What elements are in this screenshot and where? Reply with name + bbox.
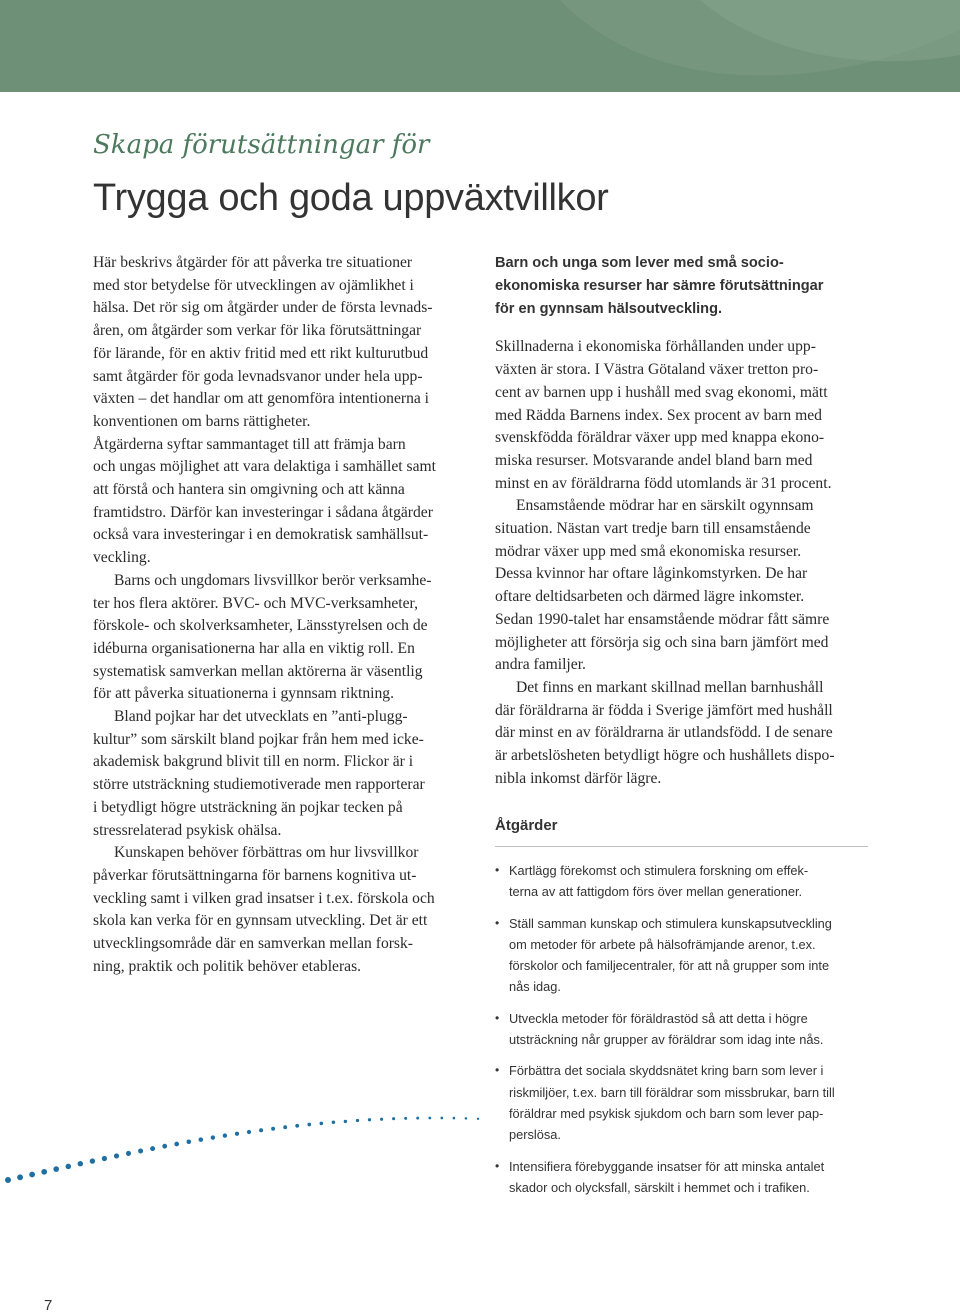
decorative-dot	[307, 1123, 311, 1127]
decorative-dot	[174, 1142, 179, 1147]
decorative-dot	[5, 1177, 11, 1183]
paragraph: Åtgärderna syftar sammantaget till att främja barn och ungas möjlighet att vara delaktiga i samhället samt att förstå och hantera sin omgivning och att känna framtidstro. Därför kan investeringar i sådana åtgärder också vara investeringar i en demokratisk samhällsut- veckling.	[93, 435, 436, 567]
list-item-text: Förbättra det sociala skyddsnätet kring barn som lever i riskmiljöer, t.ex. barn till föräldrar som missbrukar, barn till föräldrar med psykisk sjukdom och barn som lever pap- perslösa.	[509, 1063, 835, 1143]
decorative-dot	[380, 1118, 383, 1121]
decorative-dot	[295, 1124, 299, 1128]
decorative-dot	[29, 1172, 35, 1178]
paragraph: Barns och ungdomars livsvillkor berör verksamhe- ter hos flera aktörer. BVC- och MVC-verksamheter, förskole- och skolverksamheter, Länsstyrelsen och de idéburna organisationerna har alla en viktig roll. En systematisk samverkan mellan aktörerna är väsentlig för att påverka situationerna i gynnsam riktning.	[93, 571, 432, 703]
decorative-dot	[53, 1166, 59, 1172]
atgarder-heading: Åtgärder	[495, 817, 558, 834]
decorative-dot	[235, 1132, 239, 1136]
decorative-dot	[332, 1121, 336, 1125]
decorative-dot	[186, 1139, 191, 1144]
decorative-dot	[392, 1117, 395, 1120]
decorative-dot	[453, 1117, 456, 1120]
decorative-dot	[90, 1158, 95, 1163]
header-swoosh-decoration	[0, 0, 960, 92]
decorative-dot	[223, 1133, 227, 1137]
decorative-dot	[320, 1122, 324, 1126]
decorative-dot	[368, 1118, 371, 1121]
bullet-icon: •	[495, 1010, 500, 1025]
bullet-icon: •	[495, 1158, 500, 1173]
bullet-icon: •	[495, 1063, 500, 1078]
paragraph: Här beskrivs åtgärder för att påverka tre situationer med stor betydelse för utvecklingen av ojämlikhet i hälsa. Det rör sig om åtgärder under de första levnads- åren, om åtgärder som verkar för lika förutsättningar för lärande, för en aktiv fritid med ett rikt kulturutbud samt åtgärder för goda levnadsvanor under hela upp- växten – det handlar om att genomföra intentionerna i konventionen om barns rättigheter.	[93, 254, 433, 430]
decorative-dot	[78, 1161, 83, 1166]
paragraph: Kunskapen behöver förbättras om hur livsvillkor påverkar förutsättningarna för barnens kognitiva ut- veckling samt i vilken grad insatser i t.ex. förskola och skola kan verka för en gynnsam utveckling. Det är ett utvecklingsområde där en samverkan mellan forsk- ning, praktik och politik behöver etableras.	[93, 844, 435, 975]
decorative-dot	[440, 1117, 443, 1120]
paragraph: Det finns en markant skillnad mellan barnhushåll där föräldrarna är födda i Sverige jämfört med hushåll där minst en av föräldrarna är utlandsfödd. I de senare är arbetslösheten betydligt högre och hushållets dispo- nibla inkomst därför lägre.	[495, 678, 835, 787]
decorative-dot	[271, 1127, 275, 1131]
page-kicker: Skapa förutsättningar för	[93, 130, 430, 160]
list-item	[495, 913, 875, 998]
decorative-dot	[41, 1169, 47, 1175]
paragraph: Ensamstående mödrar har en särskilt ogynnsam situation. Nästan vart tredje barn till ensamstående mödrar växer upp med små ekonomiska resurser. Dessa kvinnor har oftare låginkomstyrken. De har oftare deltidsarbeten och därmed lägre inkomster. Sedan 1990-talet har ensamstående mödrar fått sämre möjligheter att försörja sig och sina barn jämfört med andra familjer.	[495, 497, 830, 674]
list-item	[495, 1008, 875, 1051]
decorative-dot	[283, 1125, 287, 1129]
decorative-dot	[162, 1144, 167, 1149]
decorative-dot	[416, 1117, 419, 1120]
decorative-dot	[247, 1130, 251, 1134]
header-band	[0, 0, 960, 92]
bullet-icon: •	[495, 915, 500, 930]
decorative-dot	[138, 1149, 143, 1154]
divider	[495, 846, 868, 847]
list-item-text: Ställ samman kunskap och stimulera kunskapsutveckling om metoder för arbete på hälsofrämjande arenor, t.ex. förskolor och familjecentraler, för att nå grupper som inte nås idag.	[509, 915, 832, 995]
decorative-dot	[66, 1164, 72, 1170]
bullet-icon: •	[495, 863, 500, 877]
decorative-dot	[356, 1119, 359, 1122]
list-item-text: Kartlägg förekomst och stimulera forskning om effek- terna av att fattigdom förs över mellan generationer.	[509, 863, 809, 900]
list-item-text: Utveckla metoder för föräldrastöd så att detta i högre utsträckning når grupper av föräldrar som idag inte nås.	[509, 1010, 824, 1048]
decorative-dot	[477, 1118, 479, 1120]
left-column	[93, 252, 473, 979]
decorative-dot	[465, 1117, 468, 1120]
decorative-dot	[126, 1151, 131, 1156]
lead-paragraph: Barn och unga som lever med små socio- ekonomiska resurser har sämre förutsättningar för en gynnsam hälsoutveckling.	[495, 255, 824, 317]
decorative-dot	[404, 1117, 407, 1120]
page-number: 7	[44, 1297, 53, 1314]
decorative-dot	[428, 1117, 431, 1120]
right-body	[495, 336, 875, 790]
decorative-dot	[102, 1156, 107, 1161]
right-column	[495, 252, 875, 790]
decorative-dot	[17, 1174, 23, 1180]
paragraph: Skillnaderna i ekonomiska förhållanden under upp- växten är stora. I Västra Götaland växer tretton pro- cent av barnen upp i hushåll med svag ekonomi, mätt med Rädda Barnens index. Sex procent av barn med svenskfödda föräldrar växer upp med knappa ekono- miska resurser. Motsvarande andel bland barn med minst en av föräldrarna född utomlands är 31 procent.	[495, 338, 832, 492]
decorative-dot	[344, 1120, 347, 1123]
list-item	[495, 860, 875, 903]
list-item-text: Intensifiera förebyggande insatser för att minska antalet skador och olycksfall, särskilt i hemmet och i trafiken.	[509, 1158, 825, 1195]
dotted-arc-decoration	[0, 1100, 960, 1210]
page-title: Trygga och goda uppväxtvillkor	[93, 177, 609, 219]
decorative-dot	[259, 1128, 263, 1132]
decorative-dot	[211, 1135, 215, 1139]
decorative-dot	[199, 1137, 204, 1142]
decorative-dot	[150, 1146, 155, 1151]
decorative-dot	[114, 1153, 119, 1158]
paragraph: Bland pojkar har det utvecklats en ”anti-plugg- kultur” som särskilt bland pojkar från hem med icke- akademisk bakgrund blivit till en norm. Flickor är i större utsträckning studiemotiverade men rapporterar i betydligt högre utsträckning än pojkar tecken på stressrelaterad psykisk ohälsa.	[93, 708, 425, 839]
